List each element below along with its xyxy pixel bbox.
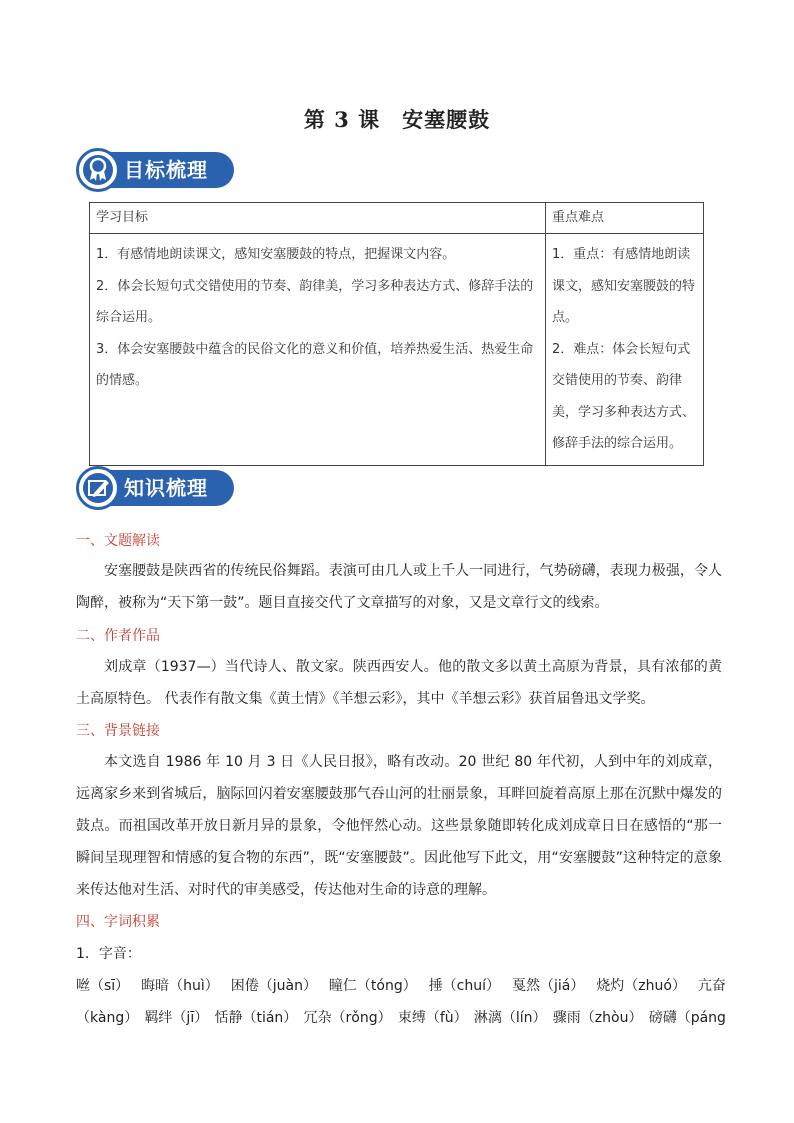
pinyin-word: 羁绊（jī） xyxy=(144,1010,209,1026)
section-heading: 四、字词积累 xyxy=(76,914,160,930)
goal-item: 3．体会安塞腰鼓中蕴含的民俗文化的意义和价值，培养热爱生活、热爱生命的情感。 xyxy=(96,341,534,388)
award-icon xyxy=(76,148,120,192)
goals-cell xyxy=(90,234,546,466)
pinyin-word: 亢奋 xyxy=(697,978,726,994)
section-paragraph: 刘成章（1937—）当代诗人、散文家。陕西西安人。他的散文多以黄土高原为背景，具有浓郁的黄土高原特色。 代表作有散文集《黄土情》《羊想云彩》，其中《羊想云彩》获首届鲁迅文学奖。 xyxy=(76,659,722,707)
goal-item: 2．体会长短句式交错使用的节奏、韵律美，学习多种表达方式、修辞手法的综合运用。 xyxy=(96,278,534,325)
banner-knowledge-label: 知识梳理 xyxy=(124,476,208,500)
pinyin-row xyxy=(76,975,726,995)
pinyin-word: 骤雨（zhòu） xyxy=(552,1010,643,1026)
pinyin-word: 瞳仁（tóng） xyxy=(328,978,417,994)
key-point-item: 2．难点：体会长短句式交错使用的节奏、韵律美，学习多种表达方式、修辞手法的综合运用。 xyxy=(552,341,696,451)
goal-item: 1．有感情地朗读课文，感知安塞腰鼓的特点，把握课文内容。 xyxy=(96,247,456,262)
pinyin-word: 束缚（fù） xyxy=(397,1010,468,1026)
section-paragraph: 安塞腰鼓是陕西省的传统民俗舞蹈。表演可由几人或上千人一同进行，气势磅礴，表现力极强，令人陶醉，被称为“天下第一鼓”。题目直接交代了文章描写的对象，又是文章行文的线索。 xyxy=(76,563,722,611)
section-heading: 一、文题解读 xyxy=(76,533,160,549)
banner-knowledge xyxy=(76,466,236,510)
pinyin-word: 淋漓（lín） xyxy=(473,1010,547,1026)
pinyin-word: 晦暗（huì） xyxy=(141,978,219,994)
pinyin-word: 恬静（tián） xyxy=(214,1010,298,1026)
key-points-header: 重点难点 xyxy=(546,203,704,234)
pinyin-word: 咝（sī） xyxy=(76,978,130,994)
pinyin-word: 冗杂（rǒng） xyxy=(303,1010,392,1026)
goals-header: 学习目标 xyxy=(90,203,546,234)
pinyin-word: （kàng） xyxy=(76,1010,139,1026)
pinyin-word: 戛然（jiá） xyxy=(511,978,585,994)
pinyin-word: 捶（chuí） xyxy=(428,978,501,994)
section-heading: 二、作者作品 xyxy=(76,628,160,644)
banner-goals-label: 目标梳理 xyxy=(124,158,208,182)
banner-goals xyxy=(76,148,236,192)
subheading: 1．字音： xyxy=(76,946,141,962)
section-heading: 三、背景链接 xyxy=(76,723,160,739)
pencil-icon xyxy=(76,466,120,510)
section-paragraph: 本文选自 1986 年 10 月 3 日《人民日报》，略有改动。20 世纪 80 年代初，人到中年的刘成章，远离家乡来到省城后，脑际回闪着安塞腰鼓那气吞山河的壮丽景象，耳畔回旋着高原上那在沉默中爆发的鼓点。而祖国改革开放日新月异的景象，令他怦然心动。这些景象随即转化成刘成章日日在感悟的“那一瞬间呈现理智和情感的复合物的东西”，既“安塞腰鼓”。因此他写下此文，用“安塞腰鼓”这种特定的意象来传达他对生活、对时代的审美感受，传达他对生命的诗意的理解。 xyxy=(76,754,722,898)
key-points-cell xyxy=(546,234,704,466)
page-title: 第 3 课 安塞腰鼓 xyxy=(303,107,491,132)
pinyin-row xyxy=(76,1007,726,1027)
pinyin-word: 困倦（juàn） xyxy=(230,978,317,994)
pinyin-word: 烧灼（zhuó） xyxy=(596,978,686,994)
goals-table xyxy=(89,202,704,466)
pinyin-word: 磅礴（páng xyxy=(648,1010,726,1026)
key-point-item: 1．重点：有感情地朗读课文，感知安塞腰鼓的特点。 xyxy=(552,247,696,325)
